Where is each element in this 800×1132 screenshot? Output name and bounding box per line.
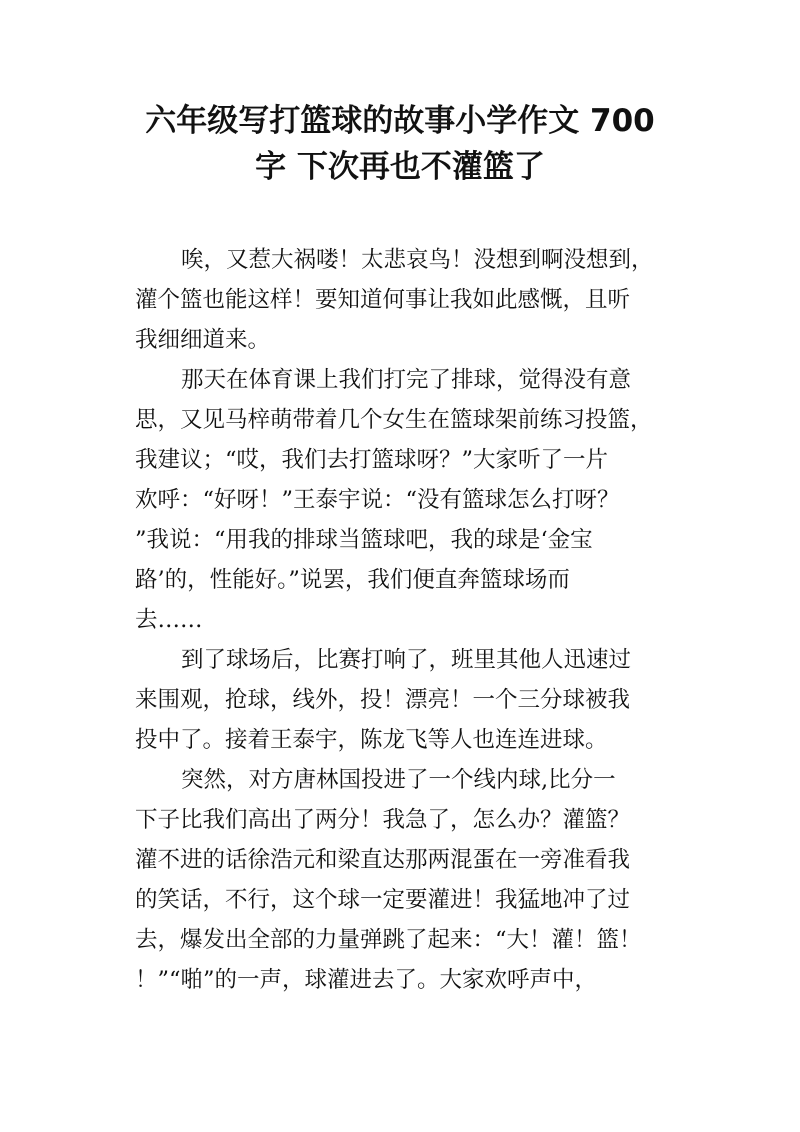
paragraph-line: 我细细道来。 (135, 327, 271, 353)
paragraph-line: 我建议；“哎，我们去打篮球呀？”大家听了一片 (135, 447, 609, 473)
document-body (135, 240, 695, 1000)
paragraph-line: 欢呼：“好呀！”王泰宇说：“没有篮球怎么打呀？ (135, 487, 620, 513)
document-title (100, 98, 700, 190)
paragraph-line: 去…… (135, 607, 203, 633)
paragraph-line: 灌个篮也能这样！要知道何事让我如此感慨，且听 (135, 287, 631, 313)
paragraph-line: 路’的，性能好。”说罢，我们便直奔篮球场而 (135, 567, 570, 593)
paragraph-line: 投中了。接着王泰宇，陈龙飞等人也连连进球。 (135, 727, 608, 753)
paragraph-line: ”我说：“用我的排球当篮球吧，我的球是‘金宝 (135, 527, 593, 553)
paragraph-line: 到了球场后，比赛打响了，班里其他人迅速过 (181, 647, 632, 673)
paragraph-2 (135, 360, 695, 640)
paragraph-line: 唉，又惹大祸喽！太悲哀鸟！没想到啊没想到， (181, 247, 654, 273)
paragraph-line: ！”“啪”的一声，球灌进去了。大家欢呼声中， (135, 967, 598, 993)
paragraph-line: 灌不进的话徐浩元和梁直达那两混蛋在一旁准看我 (135, 847, 631, 873)
paragraph-line: 来围观，抢球，线外，投！漂亮！一个三分球被我 (135, 687, 631, 713)
paragraph-line: 下子比我们高出了两分！我急了，怎么办？灌篮？ (135, 807, 631, 833)
paragraph-1 (135, 240, 695, 360)
paragraph-line: 突然，对方唐林国投进了一个线内球,比分一 (181, 767, 616, 793)
paragraph-line: 思，又见马梓萌带着几个女生在篮球架前练习投篮， (135, 407, 653, 433)
paragraph-line: 的笑话，不行，这个球一定要灌进！我猛地冲了过 (135, 887, 631, 913)
paragraph-line: 那天在体育课上我们打完了排球，觉得没有意 (181, 367, 632, 393)
title-line-2: 字 下次再也不灌篮了 (255, 149, 545, 185)
paragraph-4 (135, 760, 695, 1000)
title-line-1: 六年级写打篮球的故事小学作文 700 (145, 103, 655, 139)
paragraph-3 (135, 640, 695, 760)
paragraph-line: 去，爆发出全部的力量弹跳了起来：“大！灌！篮！ (135, 927, 642, 953)
